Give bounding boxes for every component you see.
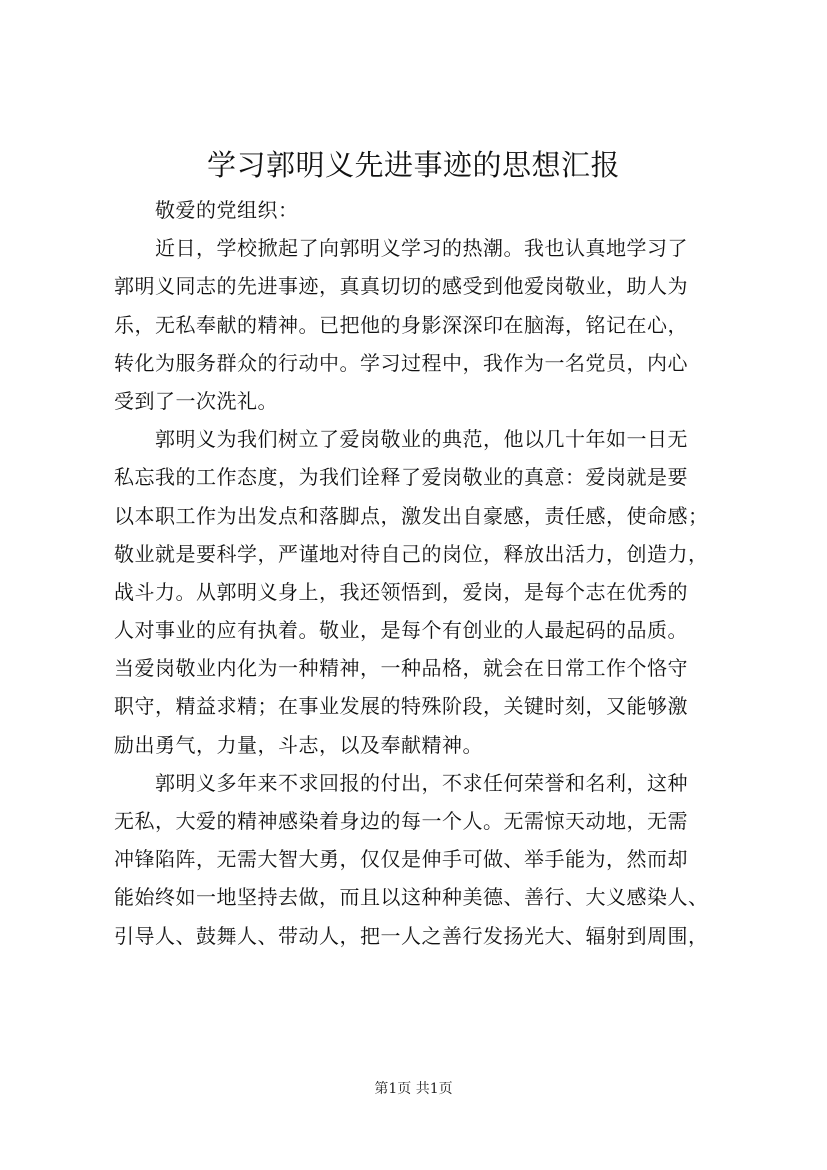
text-line: 冲锋陷阵，无需大智大勇，仅仅是伸手可做、举手能为，然而却: [114, 847, 688, 872]
text-line: 郭明义为我们树立了爱岗敬业的典范，他以几十年如一日无: [155, 427, 688, 452]
text-line: 乐，无私奉献的精神。已把他的身影深深印在脑海，铭记在心，: [114, 312, 688, 337]
text-line: 郭明义同志的先进事迹，真真切切的感受到他爱岗敬业，助人为: [114, 274, 688, 299]
text-line: 受到了一次洗礼。: [114, 388, 278, 413]
document-title: 学习郭明义先进事迹的思想汇报: [206, 148, 620, 182]
text-line: 励出勇气，力量，斗志，以及奉献精神。: [114, 732, 483, 757]
text-line: 郭明义多年来不求回报的付出，不求任何荣誉和名利，这种: [155, 770, 688, 795]
text-line: 转化为服务群众的行动中。学习过程中，我作为一名党员，内心: [114, 350, 688, 375]
text-line: 能始终如一地坚持去做，而且以这种种美德、善行、大义感染人、: [114, 885, 709, 910]
document-body: [114, 191, 716, 955]
page-footer: 第1页 共1页: [374, 1081, 453, 1097]
salutation: 敬爱的党组织：: [155, 198, 299, 222]
text-line: 引导人、鼓舞人、带动人，把一人之善行发扬光大、辐射到周围，: [114, 923, 709, 948]
paragraph-lines: [114, 229, 716, 955]
text-line: 以本职工作为出发点和落脚点，激发出自豪感，责任感，使命感；: [114, 503, 709, 528]
text-line: 职守，精益求精；在事业发展的特殊阶段，关键时刻，又能够激: [114, 694, 688, 719]
text-line: 私忘我的工作态度，为我们诠释了爱岗敬业的真意：爱岗就是要: [114, 465, 688, 490]
text-line: 敬业就是要科学，严谨地对待自己的岗位，释放出活力，创造力，: [114, 541, 709, 566]
text-line: 当爱岗敬业内化为一种精神，一种品格，就会在日常工作个恪守: [114, 656, 688, 681]
text-line: 无私，大爱的精神感染着身边的每一个人。无需惊天动地，无需: [114, 809, 688, 833]
text-line: 近日，学校掀起了向郭明义学习的热潮。我也认真地学习了: [155, 236, 688, 261]
text-line: 战斗力。从郭明义身上，我还领悟到，爱岗，是每个志在优秀的: [114, 579, 688, 604]
text-line: 人对事业的应有执着。敬业，是每个有创业的人最起码的品质。: [114, 618, 688, 643]
